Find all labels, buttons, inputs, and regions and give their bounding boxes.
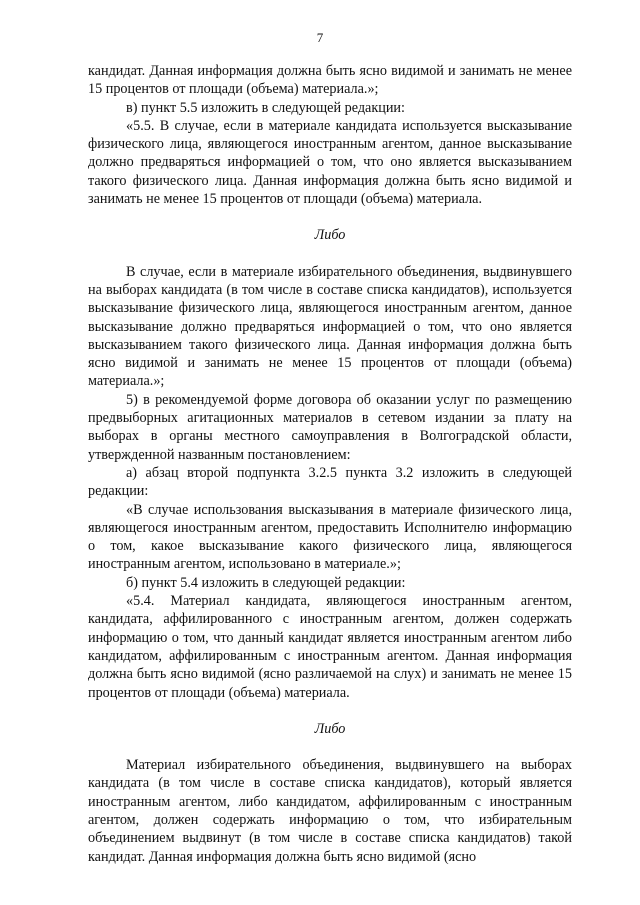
paragraph-clause-5-4: «5.4. Материал кандидата, являющегося иностранным агентом, кандидата, аффилированного с иностранным агентом, должен содержать информацию о том, что данный кандидат является иностранным агентом либо кандидатом, аффилированным с иностранным агентом. Данная информация должна быть ясно видимой (ясно различаемой на слух) и занимать не менее 15 процентов от площади (объема) материала. — [88, 593, 572, 701]
page-number: 7 — [316, 30, 324, 45]
paragraph-item-5: 5) в рекомендуемой форме договора об оказании услуг по размещению предвыборных агитационных материалов в сетевом издании за плату на выборах в органы местного самоуправления в Волгоградской области, утвержденной названным постановлением: — [88, 391, 572, 463]
paragraph-item-a: а) абзац второй подпункта 3.2.5 пункта 3.2 изложить в следующей редакции: — [88, 464, 572, 500]
alternative-separator: Либо — [314, 720, 346, 737]
paragraph-item-b: б) пункт 5.4 изложить в следующей редакции: — [126, 574, 406, 591]
paragraph-alternative-5-4: Материал избирательного объединения, выдвинувшего на выборах кандидата (в том числе в составе списка кандидатов), который является иностранным агентом, либо кандидатом, аффилированным с иностранным агентом, должен содержать информацию о том, что избирательным объединением выдвинут (в том числе в составе списка кандидатов) такой кандидат. Данная информация должна быть ясно видимой (ясно — [88, 757, 572, 865]
paragraph-alternative-5-5: В случае, если в материале избирательного объединения, выдвинувшего на выборах кандидата (в том числе в составе списка кандидатов), используется высказывание физического лица, являющегося иностранным агентом, данное высказывание должно предваряться информацией о том, что оно является высказыванием такого физического лица. Данная информация должна быть ясно видимой и занимать не менее 15 процентов от площади (объема) материала.»; — [88, 263, 572, 390]
paragraph-clause-3-2-5: «В случае использования высказывания в материале физического лица, являющегося иностранным агентом, предоставить Исполнителю информацию о том, какое высказывание какого физического лица, являющегося иностранным агентом, использовано в материале.»; — [88, 501, 572, 573]
paragraph-clause-5-5: «5.5. В случае, если в материале кандидата используется высказывание физического лица, являющегося иностранным агентом, данное высказывание должно предваряться информацией о том, что оно является высказыванием такого физического лица. Данная информация должна быть ясно видимой и занимать не менее 15 процентов от площади (объема) материала. — [88, 117, 572, 208]
paragraph-item-v: в) пункт 5.5 изложить в следующей редакции: — [126, 99, 405, 116]
document-body — [88, 62, 572, 866]
alternative-separator: Либо — [314, 227, 346, 244]
paragraph-continuation: кандидат. Данная информация должна быть ясно видимой и занимать не менее 15 процентов от площади (объема) материала.»; — [88, 63, 572, 98]
